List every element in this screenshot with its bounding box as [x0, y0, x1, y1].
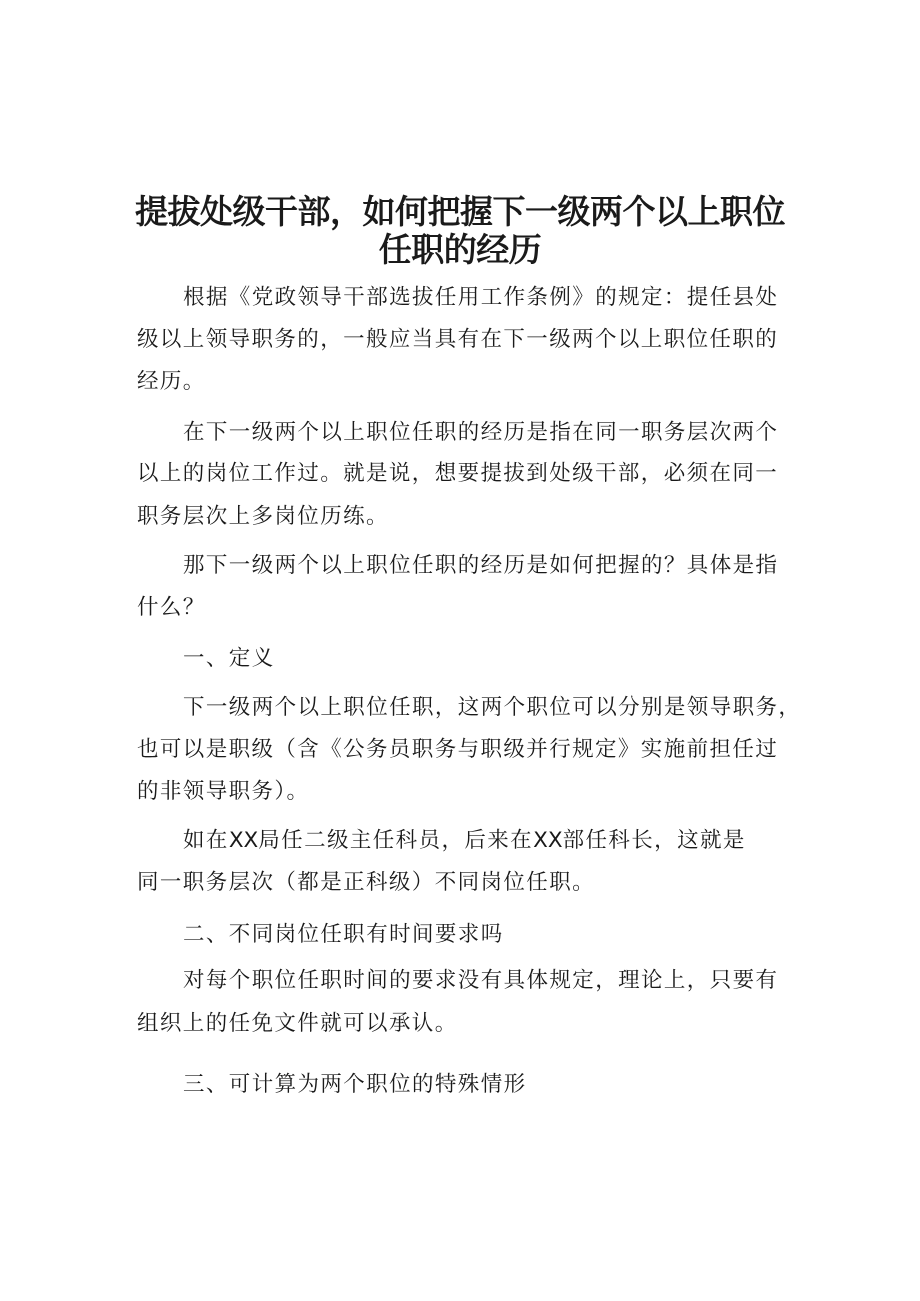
paragraph-3-line-2: 什么？	[137, 595, 206, 620]
section-heading-special-cases: 三、可计算为两个职位的特殊情形	[183, 1072, 527, 1097]
paragraph-1-line-2: 级以上领导职务的，一般应当具有在下一级两个以上职位任职的	[137, 327, 779, 352]
paragraph-3-line-1: 那下一级两个以上职位任职的经历是如何把握的？具体是指	[183, 553, 779, 578]
paragraph-6-text-part: 局任二级主任科员，后来在	[258, 828, 534, 853]
placeholder-xx: XX	[533, 828, 563, 853]
paragraph-8-line-2: 组织上的任免文件就可以承认。	[137, 1011, 458, 1036]
paragraph-2-line-3: 职务层次上多岗位历练。	[137, 504, 389, 529]
paragraph-6-text-part: 部任科长，这就是	[562, 828, 746, 853]
paragraph-5-line-2: 也可以是职级（含《公务员职务与职级并行规定》实施前担任过	[137, 737, 779, 762]
paragraph-6-line-2: 同一职务层次（都是正科级）不同岗位任职。	[137, 870, 596, 895]
section-heading-time-requirement: 二、不同岗位任职有时间要求吗	[183, 922, 504, 947]
paragraph-2-line-2: 以上的岗位工作过。就是说，想要提拔到处级干部，必须在同一	[137, 461, 779, 486]
paragraph-5-line-3: 的非领导职务）。	[137, 779, 310, 804]
paragraph-1-line-1: 根据《党政领导干部选拔任用工作条例》的规定：提任县处	[183, 285, 779, 310]
paragraph-6-text-part: 如在	[183, 828, 229, 853]
document-title-line-2: 任职的经历	[378, 230, 542, 269]
paragraph-6-line-1	[183, 826, 746, 856]
section-heading-definition: 一、定义	[183, 646, 275, 671]
placeholder-xx: XX	[228, 828, 259, 853]
paragraph-1-line-3: 经历。	[137, 369, 206, 394]
paragraph-5-line-1: 下一级两个以上职位任职，这两个职位可以分别是领导职务，	[183, 695, 802, 720]
paragraph-2-line-1: 在下一级两个以上职位任职的经历是指在同一职务层次两个	[183, 420, 779, 445]
document-title-line-1: 提拔处级干部，如何把握下一级两个以上职位	[135, 192, 785, 231]
paragraph-8-line-1: 对每个职位任职时间的要求没有具体规定，理论上，只要有	[183, 968, 779, 993]
